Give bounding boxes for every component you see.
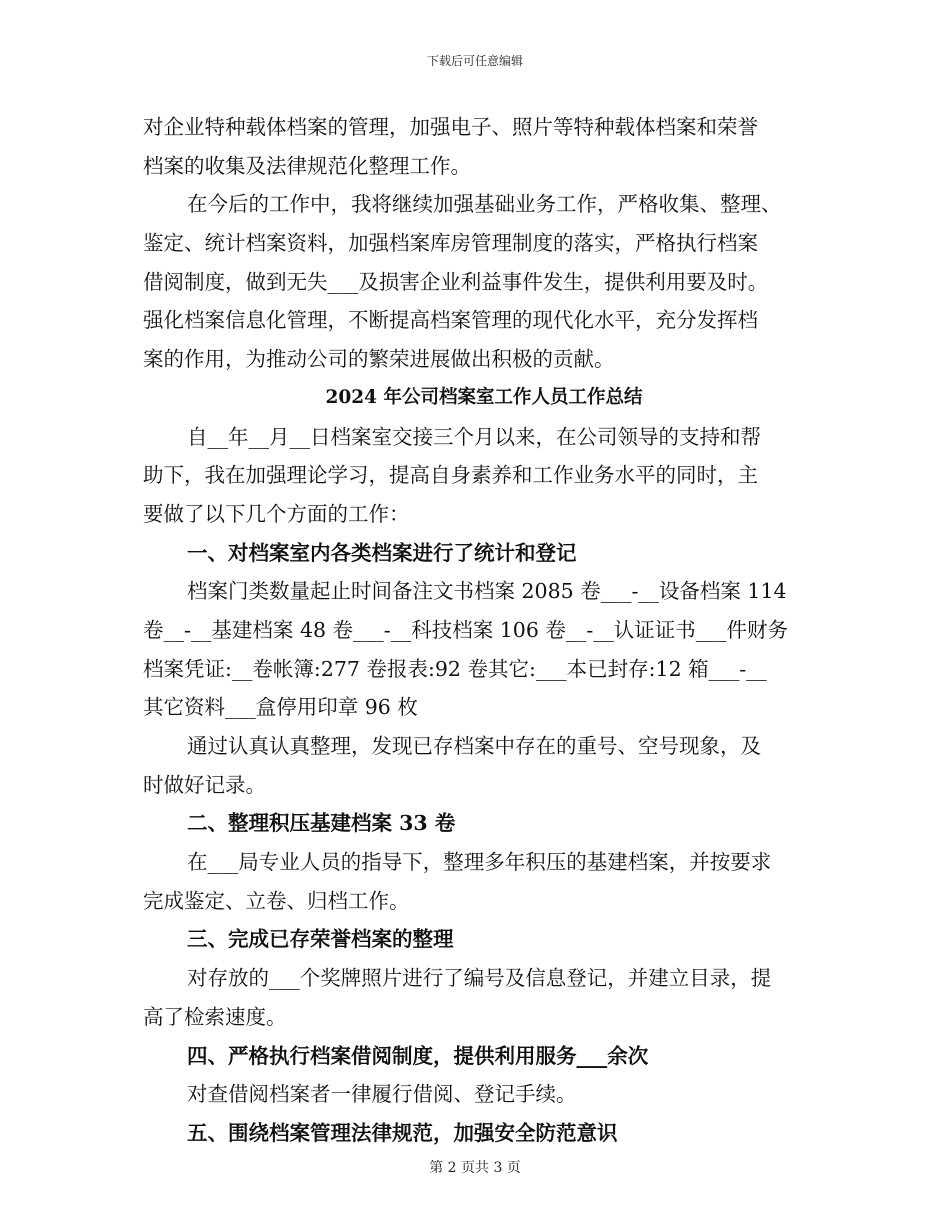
paragraph-line: 自__年__月__日档案室交接三个月以来，在公司领导的支持和帮 (187, 424, 761, 449)
body-line: 鉴定、统计档案资料，加强档案库房管理制度的落实，严格执行档案 (143, 231, 758, 256)
section-heading: 五、围绕档案管理法律规范，加强安全防范意识 (187, 1120, 618, 1145)
page-header: 下载后可任意编辑 (426, 54, 523, 68)
body-line: 其它资料___盒停用印章 96 枚 (143, 695, 418, 720)
paragraph-line: 对查借阅档案者一律履行借阅、登记手续。 (187, 1082, 577, 1107)
body-line: 时做好记录。 (143, 772, 266, 797)
body-line: 档案凭证:__卷帐簿:277 卷报表:92 卷其它:___本已封存:12 箱___-__ (143, 656, 767, 681)
section-heading: 三、完成已存荣誉档案的整理 (187, 927, 454, 952)
body-line: 完成鉴定、立卷、归档工作。 (143, 888, 410, 913)
section-heading: 二、整理积压基建档案 33 卷 (187, 811, 456, 836)
document-title: 2024 年公司档案室工作人员工作总结 (325, 386, 643, 408)
body-line: 对企业特种载体档案的管理，加强电子、照片等特种载体档案和荣誉 (143, 115, 758, 139)
paragraph-line: 通过认真认真整理，发现已存档案中存在的重号、空号现象，及 (187, 734, 761, 758)
body-line: 档案的收集及法律规范化整理工作。 (143, 153, 471, 178)
body-line: 助下，我在加强理论学习，提高自身素养和工作业务水平的同时，主 (143, 463, 758, 488)
body-line: 要做了以下几个方面的工作： (143, 501, 410, 526)
paragraph-line: 在___局专业人员的指导下，整理多年积压的基建档案，并按要求 (187, 850, 772, 875)
paragraph-line: 对存放的___个奖牌照片进行了编号及信息登记，并建立目录，提 (187, 966, 772, 991)
paragraph-line: 档案门类数量起止时间备注文书档案 2085 卷___-__设备档案 114 (187, 579, 787, 604)
body-line: 借阅制度，做到无失___及损害企业利益事件发生，提供利用要及时。 (143, 269, 769, 294)
body-line: 高了检索速度。 (143, 1004, 287, 1029)
page-footer: 第 2 页共 3 页 (429, 1160, 521, 1176)
body-line: 强化档案信息化管理，不断提高档案管理的现代化水平，充分发挥档 (143, 308, 758, 333)
section-heading: 一、对档案室内各类档案进行了统计和登记 (187, 540, 577, 565)
body-line: 案的作用，为推动公司的繁荣进展做出积极的贡献。 (143, 347, 615, 372)
section-heading: 四、严格执行档案借阅制度，提供利用服务___余次 (187, 1043, 649, 1068)
paragraph-line: 在今后的工作中，我将继续加强基础业务工作，严格收集、整理、 (187, 192, 782, 217)
body-line: 卷__-__基建档案 48 卷___-__科技档案 106 卷__-__认证证书___件财务 (143, 617, 789, 642)
document-body (143, 108, 813, 1153)
